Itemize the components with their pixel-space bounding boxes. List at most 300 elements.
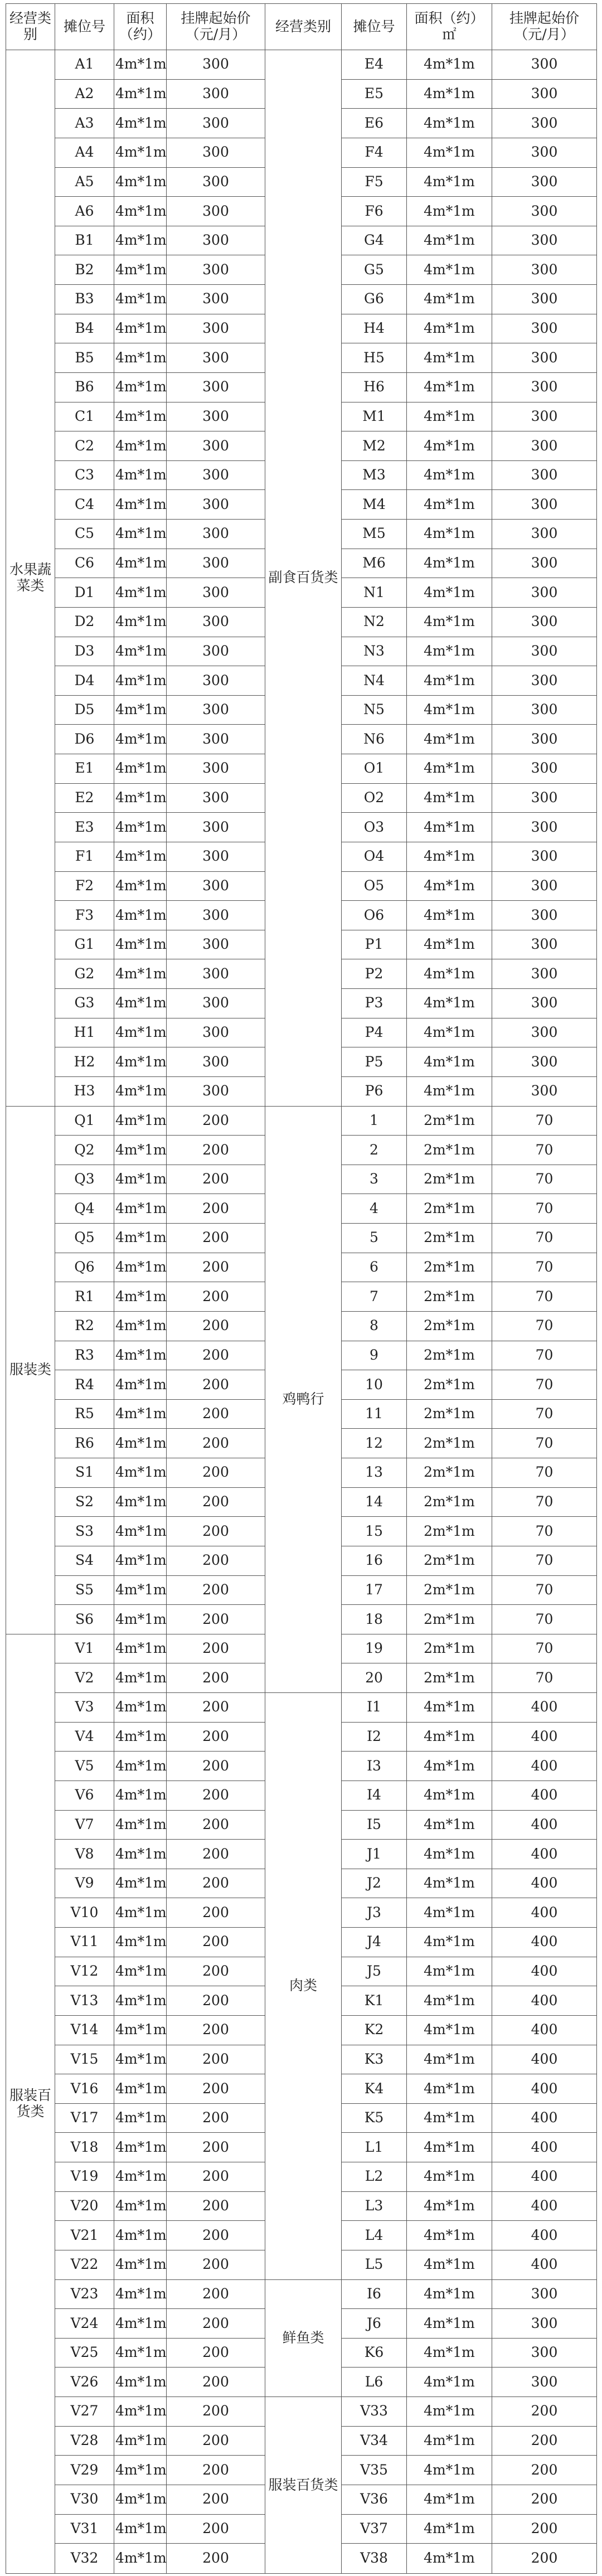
start-price: 300: [167, 871, 265, 901]
start-price: 300: [167, 402, 265, 431]
stall-number: L5: [342, 2250, 407, 2279]
stall-area: 4m*1m: [114, 372, 167, 402]
start-price: 200: [167, 1370, 265, 1400]
stall-number: 20: [342, 1663, 407, 1693]
start-price: 300: [167, 989, 265, 1018]
start-price: 300: [492, 578, 597, 608]
stall-area: 4m*1m: [114, 2309, 167, 2339]
stall-number: K1: [342, 1986, 407, 2016]
start-price: 300: [492, 490, 597, 520]
stall-area: 4m*1m: [114, 255, 167, 285]
stall-number: N5: [342, 695, 407, 725]
stall-number: D4: [55, 666, 114, 696]
stall-area: 2m*1m: [407, 1546, 492, 1575]
stall-area: 4m*1m: [114, 520, 167, 549]
stall-number: M3: [342, 460, 407, 490]
stall-number: V33: [342, 2397, 407, 2427]
start-price: 70: [492, 1605, 597, 1634]
stall-number: H2: [55, 1047, 114, 1077]
start-price: 70: [492, 1634, 597, 1663]
start-price: 300: [492, 1047, 597, 1077]
start-price: 300: [492, 549, 597, 578]
stall-area: 4m*1m: [114, 343, 167, 373]
stall-area: 4m*1m: [114, 666, 167, 696]
stall-number: 19: [342, 1634, 407, 1663]
start-price: 70: [492, 1253, 597, 1282]
stall-number: F5: [342, 167, 407, 197]
start-price: 300: [167, 50, 265, 80]
category-cell: 服装百货类: [6, 1634, 55, 2573]
start-price: 200: [167, 1399, 265, 1429]
stall-number: C1: [55, 402, 114, 431]
stall-number: K6: [342, 2338, 407, 2368]
stall-number: M5: [342, 520, 407, 549]
stall-number: 16: [342, 1546, 407, 1575]
stall-number: R3: [55, 1341, 114, 1370]
stall-area: 4m*1m: [114, 1253, 167, 1282]
stall-number: 8: [342, 1311, 407, 1341]
stall-area: 4m*1m: [114, 1194, 167, 1224]
start-price: 200: [167, 1810, 265, 1840]
start-price: 200: [167, 1840, 265, 1869]
stall-area: 4m*1m: [114, 2514, 167, 2544]
stall-area: 4m*1m: [114, 2162, 167, 2192]
start-price: 70: [492, 1370, 597, 1400]
stall-number: D5: [55, 695, 114, 725]
stall-area: 4m*1m: [114, 901, 167, 930]
start-price: 200: [167, 2544, 265, 2574]
stall-number: V25: [55, 2338, 114, 2368]
stall-number: V27: [55, 2397, 114, 2427]
stall-area: 4m*1m: [407, 1840, 492, 1869]
stall-area: 2m*1m: [407, 1341, 492, 1370]
stall-area: 4m*1m: [114, 1869, 167, 1898]
stall-number: G1: [55, 930, 114, 959]
stall-area: 4m*1m: [407, 637, 492, 666]
start-price: 300: [492, 842, 597, 871]
stall-number: L4: [342, 2221, 407, 2250]
stall-number: J4: [342, 1928, 407, 1957]
stall-area: 2m*1m: [407, 1605, 492, 1634]
stall-area: 2m*1m: [407, 1399, 492, 1429]
stall-number: F3: [55, 901, 114, 930]
stall-area: 4m*1m: [407, 930, 492, 959]
stall-area: 4m*1m: [407, 2338, 492, 2368]
stall-area: 4m*1m: [407, 725, 492, 754]
stall-number: C2: [55, 431, 114, 461]
stall-number: E5: [342, 79, 407, 109]
stall-area: 4m*1m: [114, 1810, 167, 1840]
start-price: 300: [167, 138, 265, 167]
stall-area: 4m*1m: [114, 1781, 167, 1810]
stall-area: 4m*1m: [407, 1752, 492, 1781]
start-price: 300: [492, 226, 597, 255]
start-price: 200: [167, 2279, 265, 2309]
stall-number: V18: [55, 2133, 114, 2162]
start-price: 200: [167, 2368, 265, 2397]
stall-area: 4m*1m: [114, 2221, 167, 2250]
stall-number: Q1: [55, 1106, 114, 1136]
start-price: 300: [167, 930, 265, 959]
start-price: 300: [167, 226, 265, 255]
start-price: 200: [167, 2456, 265, 2485]
stall-number: R4: [55, 1370, 114, 1400]
start-price: 200: [167, 2045, 265, 2074]
stall-area: 4m*1m: [407, 1928, 492, 1957]
stall-number: D6: [55, 725, 114, 754]
stall-area: 4m*1m: [114, 109, 167, 138]
stall-area: 4m*1m: [114, 2368, 167, 2397]
start-price: 200: [167, 2162, 265, 2192]
stall-area: 4m*1m: [407, 314, 492, 343]
start-price: 300: [167, 460, 265, 490]
start-price: 300: [492, 79, 597, 109]
stall-area: 4m*1m: [114, 1224, 167, 1253]
stall-number: 15: [342, 1517, 407, 1546]
start-price: 300: [492, 2279, 597, 2309]
stall-area: 2m*1m: [407, 1165, 492, 1194]
start-price: 300: [167, 1018, 265, 1047]
start-price: 200: [167, 1136, 265, 1165]
start-price: 300: [492, 50, 597, 80]
stall-number: L2: [342, 2162, 407, 2192]
start-price: 300: [492, 695, 597, 725]
stall-number: P5: [342, 1047, 407, 1077]
stall-number: V24: [55, 2309, 114, 2339]
stall-area: 4m*1m: [407, 50, 492, 80]
stall-area: 4m*1m: [407, 490, 492, 520]
start-price: 70: [492, 1517, 597, 1546]
stall-area: 4m*1m: [407, 167, 492, 197]
start-price: 200: [167, 1634, 265, 1663]
stall-number: V3: [55, 1693, 114, 1723]
stall-number: V26: [55, 2368, 114, 2397]
start-price: 300: [167, 314, 265, 343]
stall-number: 10: [342, 1370, 407, 1400]
stall-area: 4m*1m: [407, 2309, 492, 2339]
start-price: 300: [167, 666, 265, 696]
start-price: 200: [167, 1311, 265, 1341]
stall-number: 3: [342, 1165, 407, 1194]
stall-area: 2m*1m: [407, 1517, 492, 1546]
start-price: 200: [167, 1722, 265, 1752]
start-price: 400: [492, 1840, 597, 1869]
stall-area: 4m*1m: [407, 1781, 492, 1810]
stall-number: O4: [342, 842, 407, 871]
stall-area: 4m*1m: [407, 2221, 492, 2250]
stall-number: S2: [55, 1487, 114, 1517]
start-price: 70: [492, 1663, 597, 1693]
stall-number: K3: [342, 2045, 407, 2074]
stall-area: 2m*1m: [407, 1311, 492, 1341]
stall-number: R5: [55, 1399, 114, 1429]
start-price: 200: [167, 2103, 265, 2133]
stall-number: F6: [342, 197, 407, 226]
stall-area: 4m*1m: [407, 1957, 492, 1986]
start-price: 200: [167, 1224, 265, 1253]
start-price: 300: [167, 637, 265, 666]
stall-number: K4: [342, 2074, 407, 2104]
stall-area: 4m*1m: [114, 285, 167, 314]
stall-number: 6: [342, 1253, 407, 1282]
start-price: 200: [492, 2514, 597, 2544]
stall-number: O2: [342, 783, 407, 813]
stall-area: 2m*1m: [407, 1487, 492, 1517]
stall-number: P6: [342, 1076, 407, 1106]
start-price: 400: [492, 2045, 597, 2074]
stall-number: V32: [55, 2544, 114, 2574]
stall-number: R1: [55, 1282, 114, 1312]
start-price: 400: [492, 1810, 597, 1840]
stall-number: B3: [55, 285, 114, 314]
category-cell: 服装类: [6, 1106, 55, 1634]
stall-number: N4: [342, 666, 407, 696]
start-price: 300: [167, 754, 265, 784]
start-price: 300: [492, 813, 597, 842]
stall-number: K5: [342, 2103, 407, 2133]
stall-area: 4m*1m: [407, 372, 492, 402]
stall-area: 4m*1m: [114, 1928, 167, 1957]
stall-number: V4: [55, 1722, 114, 1752]
start-price: 300: [492, 901, 597, 930]
stall-area: 4m*1m: [114, 2426, 167, 2456]
stall-area: 4m*1m: [407, 754, 492, 784]
stall-area: 4m*1m: [407, 695, 492, 725]
start-price: 70: [492, 1575, 597, 1605]
stall-number: I1: [342, 1693, 407, 1723]
stall-area: 4m*1m: [407, 226, 492, 255]
start-price: 300: [167, 695, 265, 725]
start-price: 200: [167, 1869, 265, 1898]
start-price: 300: [492, 402, 597, 431]
start-price: 400: [492, 1986, 597, 2016]
stall-number: V29: [55, 2456, 114, 2485]
stall-number: M4: [342, 490, 407, 520]
start-price: 400: [492, 1869, 597, 1898]
start-price: 300: [492, 637, 597, 666]
start-price: 200: [167, 2426, 265, 2456]
start-price: 70: [492, 1341, 597, 1370]
stall-number: G4: [342, 226, 407, 255]
stall-number: C5: [55, 520, 114, 549]
header-row: [6, 4, 597, 50]
header-area-left: 面积（约）: [114, 4, 167, 50]
stall-number: V15: [55, 2045, 114, 2074]
start-price: 200: [167, 1429, 265, 1458]
stall-area: 4m*1m: [407, 2015, 492, 2045]
stall-area: 2m*1m: [407, 1253, 492, 1282]
stall-number: H6: [342, 372, 407, 402]
start-price: 300: [492, 607, 597, 637]
start-price: 400: [492, 1752, 597, 1781]
stall-area: 4m*1m: [114, 1341, 167, 1370]
start-price: 200: [167, 2015, 265, 2045]
stall-number: B4: [55, 314, 114, 343]
stall-number: E6: [342, 109, 407, 138]
start-price: 200: [167, 1341, 265, 1370]
start-price: 300: [167, 842, 265, 871]
start-price: 300: [492, 255, 597, 285]
stall-area: 4m*1m: [407, 2045, 492, 2074]
stall-number: H1: [55, 1018, 114, 1047]
start-price: 300: [167, 255, 265, 285]
stall-area: 2m*1m: [407, 1136, 492, 1165]
stall-area: 4m*1m: [407, 813, 492, 842]
stall-number: P1: [342, 930, 407, 959]
stall-number: O3: [342, 813, 407, 842]
stall-area: 4m*1m: [407, 2456, 492, 2485]
stall-number: J2: [342, 1869, 407, 1898]
start-price: 300: [492, 109, 597, 138]
stall-area: 4m*1m: [407, 255, 492, 285]
stall-number: S1: [55, 1458, 114, 1488]
stall-area: 4m*1m: [407, 1810, 492, 1840]
stall-area: 4m*1m: [114, 1282, 167, 1312]
stall-area: 4m*1m: [114, 1693, 167, 1723]
start-price: 200: [167, 1517, 265, 1546]
start-price: 300: [492, 2309, 597, 2339]
stall-area: 4m*1m: [114, 138, 167, 167]
start-price: 300: [492, 431, 597, 461]
stall-number: R6: [55, 1429, 114, 1458]
stall-number: V12: [55, 1957, 114, 1986]
start-price: 300: [492, 285, 597, 314]
start-price: 300: [492, 666, 597, 696]
stall-area: 4m*1m: [114, 1487, 167, 1517]
stall-number: V9: [55, 1869, 114, 1898]
header-start-price-right: 挂牌起始价（元/月）: [492, 4, 597, 50]
stall-number: M1: [342, 402, 407, 431]
stall-number: Q5: [55, 1224, 114, 1253]
stall-number: I4: [342, 1781, 407, 1810]
stall-number: V14: [55, 2015, 114, 2045]
start-price: 200: [167, 1663, 265, 1693]
stall-number: O6: [342, 901, 407, 930]
stall-number: V2: [55, 1663, 114, 1693]
start-price: 300: [167, 431, 265, 461]
stall-area: 4m*1m: [407, 989, 492, 1018]
start-price: 300: [167, 167, 265, 197]
stall-number: V38: [342, 2544, 407, 2574]
start-price: 200: [492, 2485, 597, 2514]
stall-area: 4m*1m: [407, 343, 492, 373]
start-price: 400: [492, 2250, 597, 2279]
start-price: 200: [167, 1752, 265, 1781]
table-body: [6, 50, 597, 2574]
stall-number: M6: [342, 549, 407, 578]
stall-number: A6: [55, 197, 114, 226]
stall-area: 4m*1m: [114, 2485, 167, 2514]
stall-area: 4m*1m: [114, 2279, 167, 2309]
stall-number: G6: [342, 285, 407, 314]
stall-area: 4m*1m: [114, 1106, 167, 1136]
stall-number: V22: [55, 2250, 114, 2279]
stall-area: 4m*1m: [114, 2397, 167, 2427]
start-price: 400: [492, 2074, 597, 2104]
header-stall-no-right: 摊位号: [342, 4, 407, 50]
stall-area: 4m*1m: [114, 1634, 167, 1663]
stall-number: O1: [342, 754, 407, 784]
stall-number: V20: [55, 2191, 114, 2221]
table-row: [6, 2279, 597, 2309]
stall-area: 4m*1m: [407, 2103, 492, 2133]
category-cell: 副食百货类: [265, 50, 342, 1107]
stall-number: B2: [55, 255, 114, 285]
stall-number: S6: [55, 1605, 114, 1634]
stall-number: C6: [55, 549, 114, 578]
stall-area: 4m*1m: [407, 1047, 492, 1077]
stall-area: 4m*1m: [114, 431, 167, 461]
stall-number: H5: [342, 343, 407, 373]
stall-area: 4m*1m: [407, 109, 492, 138]
stall-number: Q3: [55, 1165, 114, 1194]
stall-number: V17: [55, 2103, 114, 2133]
stall-number: 7: [342, 1282, 407, 1312]
category-cell: 服装百货类: [265, 2397, 342, 2574]
table-row: [6, 1693, 597, 1723]
start-price: 200: [167, 1106, 265, 1136]
start-price: 300: [167, 285, 265, 314]
stall-area: 4m*1m: [114, 314, 167, 343]
stall-area: 4m*1m: [407, 2250, 492, 2279]
stall-number: F4: [342, 138, 407, 167]
start-price: 200: [167, 1781, 265, 1810]
start-price: 70: [492, 1546, 597, 1575]
start-price: 300: [492, 167, 597, 197]
stall-area: 4m*1m: [407, 2133, 492, 2162]
stall-area: 4m*1m: [407, 285, 492, 314]
stall-area: 4m*1m: [407, 1898, 492, 1928]
stall-area: 4m*1m: [407, 2368, 492, 2397]
start-price: 70: [492, 1194, 597, 1224]
start-price: 200: [492, 2397, 597, 2427]
stall-number: 13: [342, 1458, 407, 1488]
stall-area: 4m*1m: [114, 1136, 167, 1165]
start-price: 300: [167, 1047, 265, 1077]
start-price: 70: [492, 1136, 597, 1165]
table-row: [6, 2397, 597, 2427]
stall-area: 4m*1m: [407, 2514, 492, 2544]
stall-area: 4m*1m: [114, 1546, 167, 1575]
stall-number: V37: [342, 2514, 407, 2544]
stall-number: L1: [342, 2133, 407, 2162]
stall-area: 4m*1m: [407, 2544, 492, 2574]
stall-area: 4m*1m: [407, 2485, 492, 2514]
stall-area: 4m*1m: [407, 842, 492, 871]
stall-number: F1: [55, 842, 114, 871]
start-price: 400: [492, 1693, 597, 1723]
stall-area: 2m*1m: [407, 1429, 492, 1458]
stall-area: 4m*1m: [407, 138, 492, 167]
stall-number: Q6: [55, 1253, 114, 1282]
stall-number: N6: [342, 725, 407, 754]
stall-number: P4: [342, 1018, 407, 1047]
stall-area: 2m*1m: [407, 1282, 492, 1312]
stall-number: 11: [342, 1399, 407, 1429]
stall-number: O5: [342, 871, 407, 901]
start-price: 200: [167, 2191, 265, 2221]
stall-number: C4: [55, 490, 114, 520]
stall-number: 17: [342, 1575, 407, 1605]
stall-area: 4m*1m: [114, 959, 167, 989]
stall-number: D2: [55, 607, 114, 637]
start-price: 300: [167, 490, 265, 520]
start-price: 200: [167, 1575, 265, 1605]
start-price: 200: [167, 1928, 265, 1957]
start-price: 200: [167, 1898, 265, 1928]
stall-number: S4: [55, 1546, 114, 1575]
stall-number: P2: [342, 959, 407, 989]
